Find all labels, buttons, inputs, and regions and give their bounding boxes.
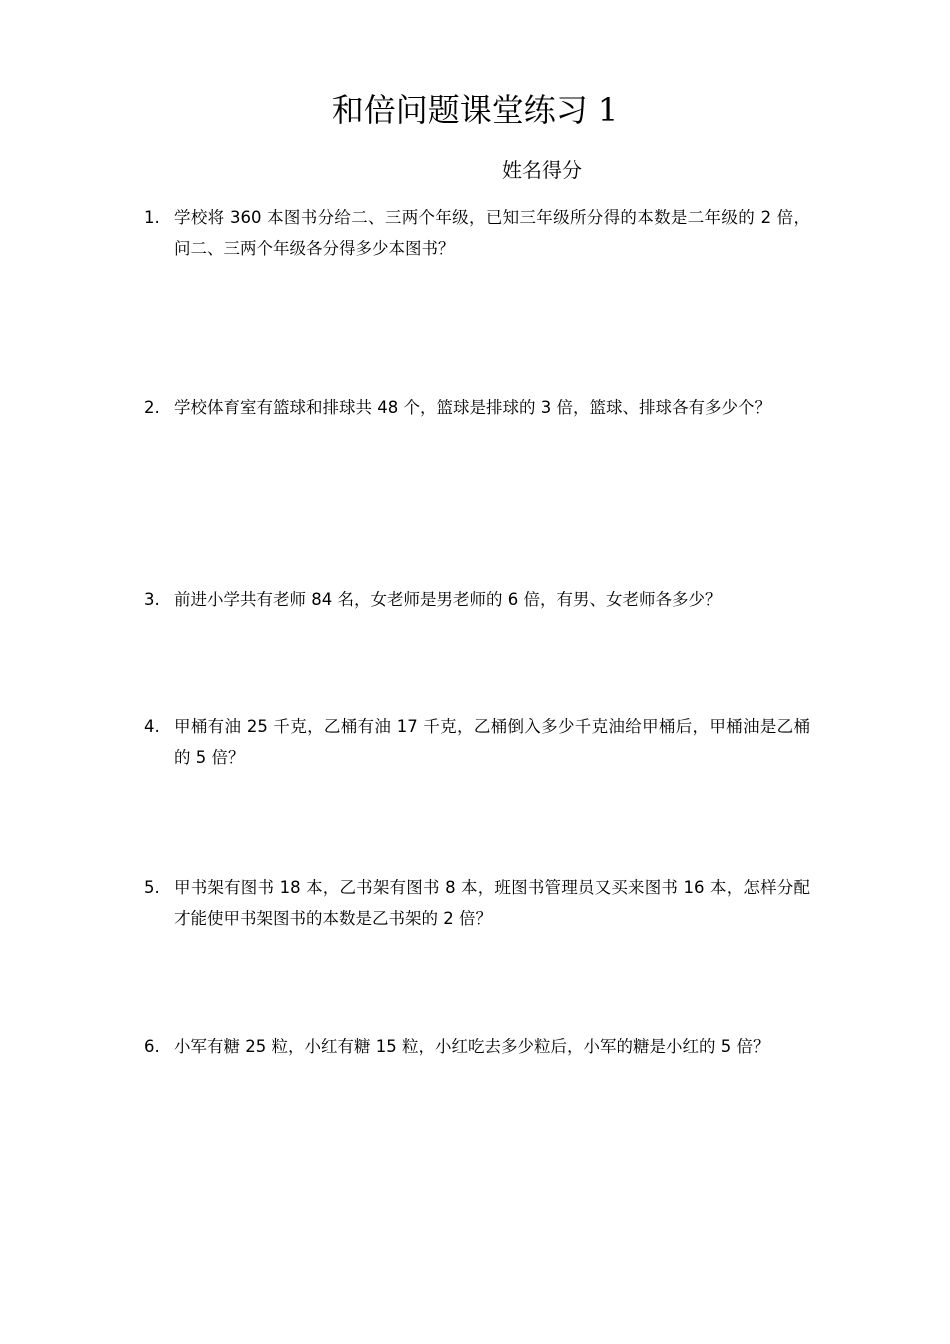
page-title: 和倍问题课堂练习 1 — [331, 91, 619, 129]
question-number: 5. — [144, 878, 160, 897]
question-text: 甲桶有油 25 千克，乙桶有油 17 千克，乙桶倒入多少千克油给甲桶后，甲桶油是乙桶的 5 倍？ — [174, 717, 810, 767]
name-score-label: 姓名得分 — [502, 158, 582, 182]
question-text: 甲书架有图书 18 本，乙书架有图书 8 本，班图书管理员又买来图书 16 本，怎样分配才能使甲书架图书的本数是乙书架的 2 倍？ — [174, 878, 810, 928]
question-number: 1. — [144, 208, 160, 227]
question-text: 前进小学共有老师 84 名，女老师是男老师的 6 倍，有男、女老师各多少？ — [174, 590, 722, 609]
question-number: 6. — [144, 1037, 160, 1056]
question-2 — [144, 392, 810, 423]
question-text: 学校体育室有篮球和排球共 48 个，篮球是排球的 3 倍，篮球、排球各有多少个？ — [174, 398, 771, 417]
question-text: 学校将 360 本图书分给二、三两个年级，已知三年级所分得的本数是二年级的 2 倍，问二、三两个年级各分得多少本图书？ — [174, 208, 810, 258]
question-6 — [144, 1031, 810, 1062]
question-number: 4. — [144, 717, 160, 736]
question-4 — [144, 711, 810, 773]
question-number: 2. — [144, 398, 160, 417]
question-5 — [144, 872, 810, 934]
question-number: 3. — [144, 590, 160, 609]
question-1 — [144, 202, 810, 264]
question-3 — [144, 584, 810, 615]
question-text: 小军有糖 25 粒，小红有糖 15 粒，小红吃去多少粒后，小军的糖是小红的 5 倍？ — [174, 1037, 770, 1056]
